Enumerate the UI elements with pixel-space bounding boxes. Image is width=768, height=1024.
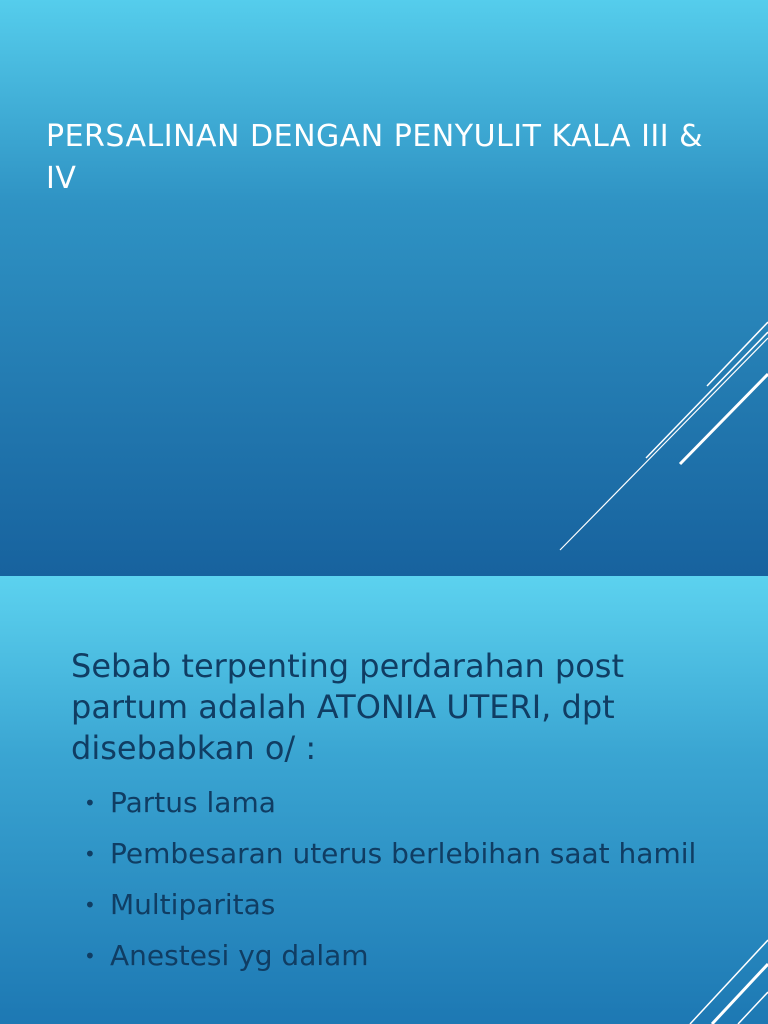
- bullet-text: Partus lama: [110, 786, 276, 819]
- lead-paragraph: Sebab terpenting perdarahan post partum adalah ATONIA UTERI, dpt disebabkan o/ :: [71, 647, 625, 767]
- bullet-text: Pembesaran uterus berlebihan saat hamil: [110, 837, 697, 870]
- bullet-icon: •: [84, 893, 96, 917]
- list-item: [80, 786, 720, 820]
- deco-line-3: [738, 992, 768, 1024]
- bullet-text: Anestesi yg dalam: [110, 939, 369, 972]
- bullet-icon: •: [84, 944, 96, 968]
- bullet-list: [80, 786, 720, 990]
- deco-line-3: [680, 374, 768, 464]
- bullet-icon: •: [84, 842, 96, 866]
- slide-title: PERSALINAN DENGAN PENYULIT KALA III & IV: [46, 119, 704, 196]
- deco-line-2: [646, 332, 768, 458]
- list-item: [80, 939, 720, 973]
- bullet-icon: •: [84, 791, 96, 815]
- content-slide: [0, 576, 768, 1024]
- deco-line-1: [707, 322, 768, 386]
- deco-line-2: [712, 964, 768, 1024]
- deco-line-4: [560, 338, 768, 550]
- list-item: [80, 888, 720, 922]
- bullet-text: Multiparitas: [110, 888, 276, 921]
- list-item: [80, 837, 720, 871]
